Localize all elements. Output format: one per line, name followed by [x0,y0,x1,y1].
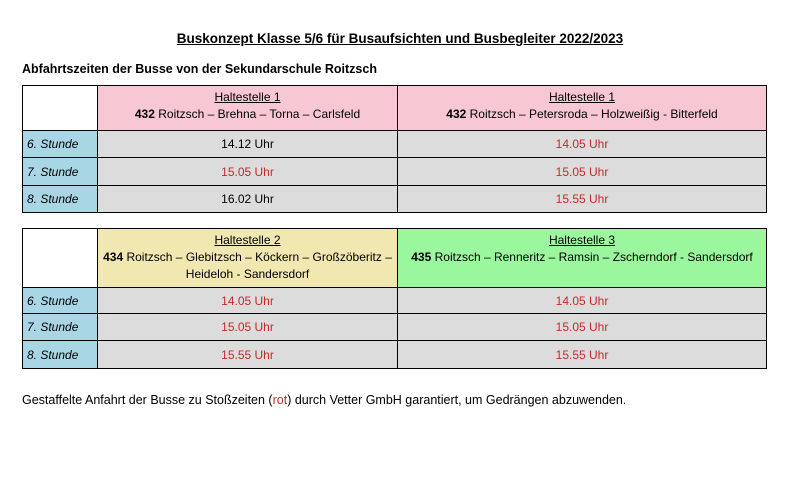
departure-time: 15.55 Uhr [98,341,398,369]
departure-time: 14.05 Uhr [398,288,767,314]
line-number: 432 [134,107,155,121]
footnote-red-word: rot [272,393,288,407]
departure-time: 14.05 Uhr [398,131,767,158]
lesson-label: 8. Stunde [23,186,98,213]
subtitle: Abfahrtszeiten der Busse von der Sekundarschule Roitzsch [22,62,377,76]
table-row [23,158,767,186]
table-header-row [23,86,767,131]
route-text [398,249,766,266]
route-stops: Roitzsch – Glebitzsch – Köckern – Großzöberitz – Heideloh - Sandersdorf [123,250,392,281]
stop-header-cell [98,86,398,131]
departure-time: 15.05 Uhr [398,314,767,341]
departure-time: 15.05 Uhr [98,158,398,186]
footnote [22,393,626,407]
stop-name: Haltestelle 1 [214,90,281,104]
line-number: 434 [103,250,124,264]
table-row [23,131,767,158]
lesson-label: 7. Stunde [23,314,98,341]
departure-time: 14.05 Uhr [98,288,398,314]
lesson-label: 8. Stunde [23,341,98,369]
departure-time: 15.05 Uhr [98,314,398,341]
line-number: 435 [411,250,432,264]
footnote-text-end: ) durch Vetter GmbH garantiert, um Gedrängen abzuwenden. [287,393,627,407]
stop-name: Haltestelle 2 [214,233,281,247]
empty-corner-cell [23,229,98,288]
route-text [98,249,397,283]
page-title: Buskonzept Klasse 5/6 für Busaufsichten und Busbegleiter 2022/2023 [176,31,624,46]
departure-time: 15.55 Uhr [398,186,767,213]
schedule-table-1 [22,85,767,213]
lesson-label: 6. Stunde [23,131,98,158]
stop-header-cell [398,86,767,131]
lesson-label: 6. Stunde [23,288,98,314]
route-text [98,106,397,123]
table-row [23,314,767,341]
table-row [23,186,767,213]
departure-time: 15.55 Uhr [398,341,767,369]
route-stops: Roitzsch – Renneritz – Ramsin – Zscherndorf - Sandersdorf [431,250,753,264]
departure-time: 14.12 Uhr [98,131,398,158]
route-text [398,106,766,123]
stop-name: Haltestelle 1 [548,90,616,104]
departure-time: 16.02 Uhr [98,186,398,213]
lesson-label: 7. Stunde [23,158,98,186]
route-stops: Roitzsch – Petersroda – Holzweißig - Bitterfeld [466,107,718,121]
table-header-row [23,229,767,288]
empty-corner-cell [23,86,98,131]
line-number: 432 [446,107,467,121]
route-stops: Roitzsch – Brehna – Torna – Carlsfeld [154,107,361,121]
stop-header-cell [398,229,767,288]
table-row [23,288,767,314]
departure-time: 15.05 Uhr [398,158,767,186]
table-row [23,341,767,369]
stop-name: Haltestelle 3 [548,233,616,247]
stop-header-cell [98,229,398,288]
footnote-text-start: Gestaffelte Anfahrt der Busse zu Stoßzeiten ( [22,393,273,407]
schedule-table-2 [22,228,767,369]
